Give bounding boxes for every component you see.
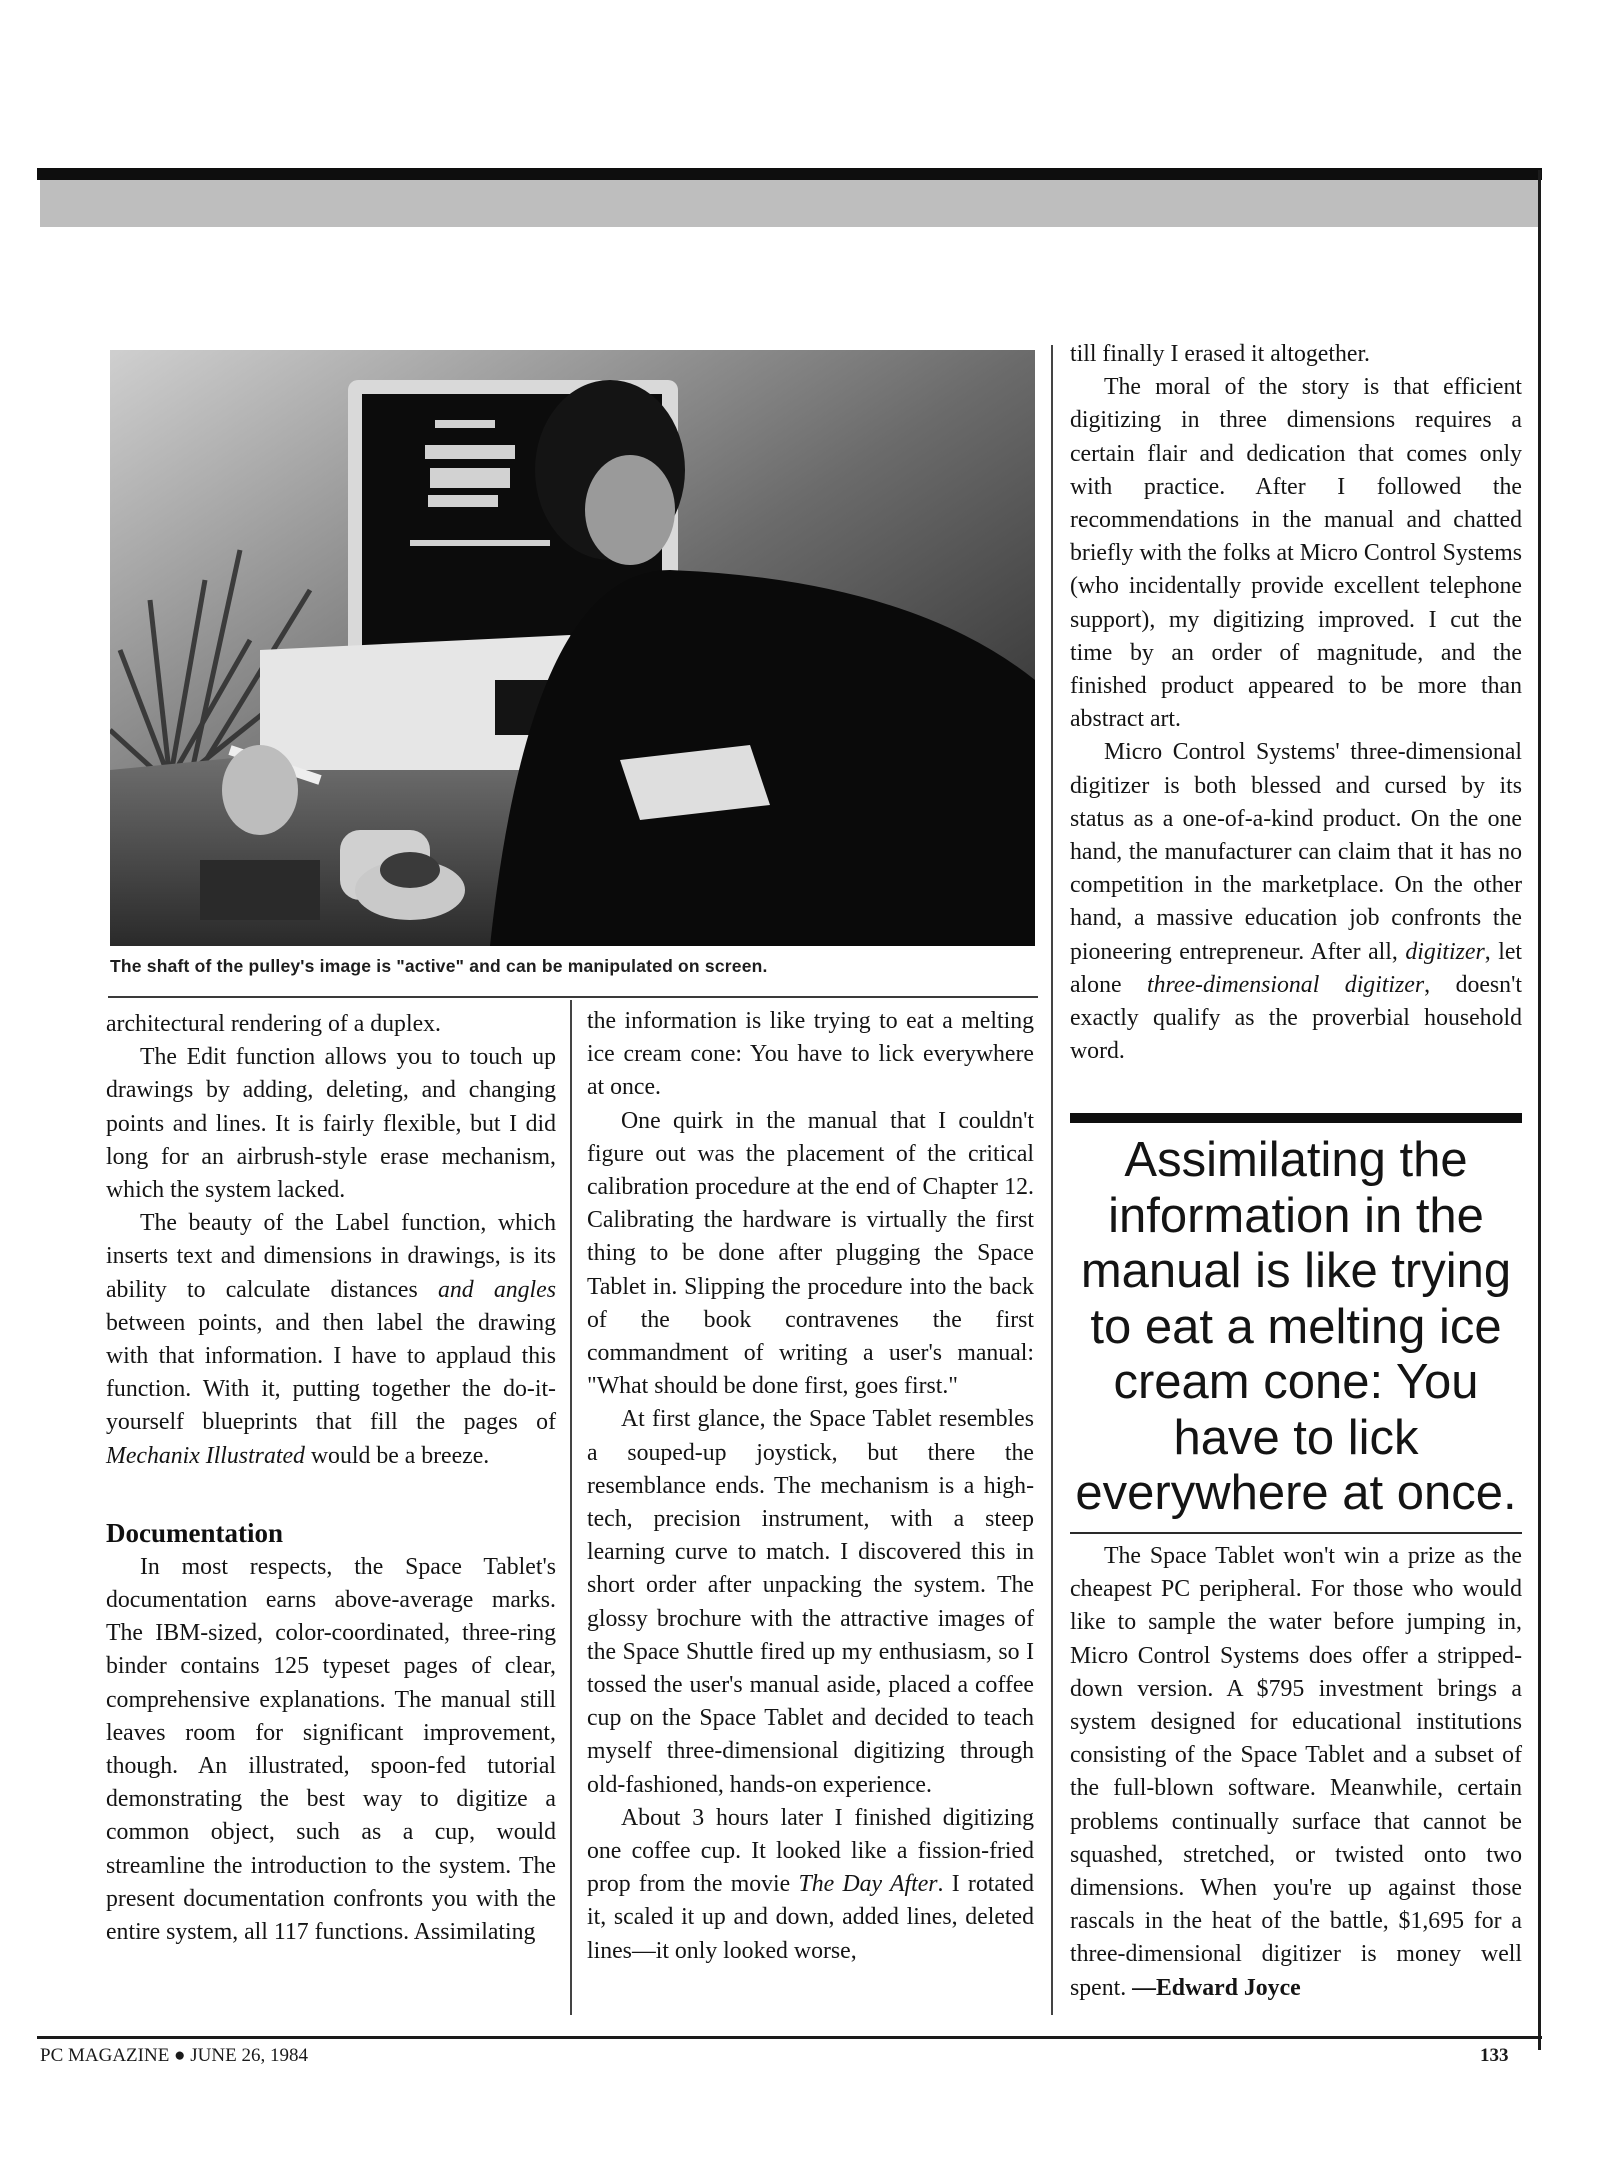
paragraph: One quirk in the manual that I couldn't figure out was the placement of the critical calibration procedure at the end of Chapter 12. Calibrating the hardware is virtually the first thing to be done after plugging the Space Tablet in. Slipping the procedure into the back of the book contravenes the first commandment of writing a user's manual: "What should be done first, goes first."	[587, 1107, 1034, 1400]
article-photo	[110, 350, 1035, 946]
pullquote-bottom-rule	[1070, 1532, 1522, 1534]
paragraph: the information is like trying to eat a melting ice cream cone: You have to lick everywhere at once.	[587, 1008, 1034, 1101]
header-gray-band	[40, 180, 1540, 227]
page-number: 133	[1480, 2045, 1509, 2066]
column-4	[1070, 1540, 1522, 2005]
column-2	[587, 1005, 1034, 1968]
page-frame-rule	[1538, 170, 1541, 2050]
pull-quote: Assimilating the information in the manual is like trying to eat a melting ice cream cone: You have to lick everywhere at once.	[1075, 1133, 1517, 1520]
paragraph: The beauty of the Label function, which inserts text and dimensions in drawings, is its ability to calculate distances and angles between points, and then label the drawing with that information. I have to applaud this function. With it, putting together the do-it-yourself blueprints that fill the pages of Mechanix Illustrated would be a breeze.	[106, 1210, 556, 1469]
footer-rule	[37, 2036, 1542, 2039]
paragraph: At first glance, the Space Tablet resembles a souped-up joystick, but there the resemblance ends. The mechanism is a high-tech, precision instrument, with a steep learning curve to match. I discovered this in short order after unpacking the system. The glossy brochure with the attractive images of the Space Shuttle fired up my enthusiasm, so I tossed the user's manual aside, placed a coffee cup on the Space Tablet and decided to teach myself three-dimensional digitizing through old-fashioned, hands-on experience.	[587, 1406, 1034, 1798]
paragraph: architectural rendering of a duplex.	[106, 1011, 441, 1037]
paragraph: About 3 hours later I finished digitizing one coffee cup. It looked like a fission-fried prop from the movie The Day After. I rotated it, scaled it up and down, added lines, deleted lines—it only looked worse,	[587, 1804, 1035, 1964]
pullquote-top-rule	[1070, 1113, 1522, 1123]
column-divider	[1051, 345, 1053, 2015]
paragraph: till finally I erased it altogether.	[1070, 341, 1371, 367]
column-1	[106, 1008, 556, 1949]
column-divider	[570, 1000, 572, 2015]
header-black-bar	[37, 168, 1542, 180]
paragraph: Micro Control Systems' three-dimensional digitizer is both blessed and cursed by its status as a one-of-a-kind product. On the one hand, the manufacturer can claim that it has no competition in the marketplace. On the other hand, a massive education job confronts the pioneering entrepreneur. After all, digitizer, let alone three-dimensional digitizer, doesn't exactly qualify as the proverbial household word.	[1070, 739, 1523, 1065]
caption-rule	[108, 996, 1038, 998]
column-3	[1070, 338, 1522, 1068]
section-heading: Documentation	[106, 1517, 283, 1548]
footer-publication: PC MAGAZINE ● JUNE 26, 1984	[40, 2045, 308, 2066]
paragraph: The moral of the story is that efficient digitizing in three dimensions requires a certain flair and dedication that comes only with practice. After I followed the recommendations in the manual and chatted briefly with the folks at Micro Control Systems (who incidentally provide excellent telephone support), my digitizing improved. I cut the time by an order of magnitude, and the finished product appeared to be more than abstract art.	[1070, 374, 1522, 733]
paragraph: In most respects, the Space Tablet's documentation earns above-average marks. The IBM-sized, color-coordinated, three-ring binder contains 125 typeset pages of clear, comprehensive explanations. The manual still leaves room for significant improvement, though. An illustrated, spoon-fed tutorial demonstrating the best way to digitize a common object, such as a cup, would streamline the introduction to the system. The present documentation confronts you with the entire system, all 117 functions. Assimilating	[106, 1553, 556, 1946]
paragraph: The Space Tablet won't win a prize as the cheapest PC peripheral. For those who would like to sample the water before jumping in, Micro Control Systems does offer a stripped-down version. A $795 investment brings a system designed for educational institutions consisting of the Space Tablet and a subset of the full-blown software. Meanwhile, certain problems continually surface that cannot be squashed, stretched, or twisted onto two dimensions. When you're up against those rascals in the heat of the battle, $1,695 for a three-dimensional digitizer is money well spent. —Edward Joyce	[1070, 1543, 1522, 2001]
paragraph: The Edit function allows you to touch up drawings by adding, deleting, and changing points and lines. It is fairly flexible, but I did long for an airbrush-style erase mechanism, which the system lacked.	[106, 1044, 556, 1204]
photo-caption: The shaft of the pulley's image is "active" and can be manipulated on screen.	[110, 956, 768, 976]
author-signature: —Edward Joyce	[1132, 1974, 1301, 2001]
